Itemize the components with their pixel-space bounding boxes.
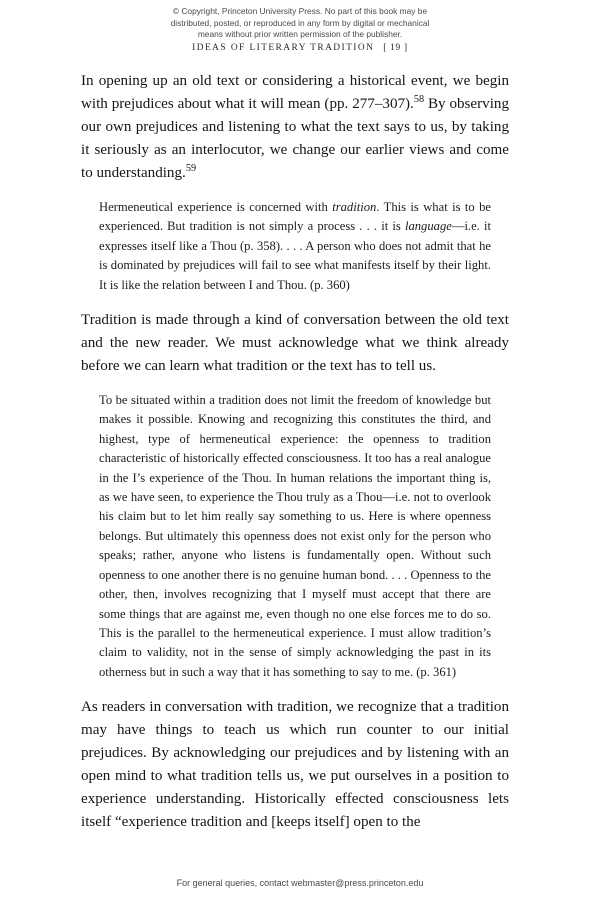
paragraph-1-part-1: In opening up an old text or considering a historical event, we begin with prejudices about what it will mean (pp. 277–307).: [81, 73, 509, 112]
quote-1-part-3: —i.e. it expresses itself like a Thou (p. 358). . . . A person who does not admit that he is dominated by prejudices will fail to see what manifests itself by their light. It is like the relation between I and Thou. (p. 360): [99, 219, 491, 292]
footnote-marker-58: 58: [413, 93, 425, 105]
copyright-line-3: means without prior written permission of the publisher.: [197, 29, 403, 40]
paragraph-3: As readers in conversation with tradition, we recognize that a tradition may have things to teach us which run counter to our initial prejudices. By acknowledging our prejudices and by listening with an open mind to what tradition tells us, we put ourselves in a position to experience understanding. Historically effected consciousness lets itself “experience tradition and [keeps itself] open to the: [81, 699, 509, 831]
running-head: [0, 43, 600, 53]
text-column: [81, 70, 509, 834]
paragraph-2: Tradition is made through a kind of conversation between the old text and the new reader. We must acknowledge what we think already before we can learn what tradition or the text has to tell us.: [81, 312, 509, 375]
page-folio: [ 19 ]: [383, 43, 408, 53]
quote-1-italic-tradition: tradition: [332, 200, 377, 214]
block-quote-1: [99, 198, 491, 295]
copyright-line-1: © Copyright, Princeton University Press. No part of this book may be: [172, 6, 428, 16]
quote-1-part-2: . This is what is to be experienced. But tradition is not simply a process . . . it is: [99, 200, 491, 234]
block-quote-2-text: To be situated within a tradition does not limit the freedom of knowledge but makes it possible. Knowing and recognizing this constitutes the third, and highest, type of hermeneutical experience: the openness to tradition characteristic of historically effected consciousness. It too has a real analogue in the I’s experience of the Thou. In human relations the important thing is, as we have seen, to experience the Thou truly as a Thou—i.e. not to overlook his claim but to let him really say something to us. Here is where openness belongs. But ultimately this openness does not exist only for the person who speaks; rather, anyone who listens is fundamentally open. Without such openness to one another there is no genuine human bond. . . . Openness to the other, then, involves recognizing that I myself must accept that there are some things that are against me, even though no one else forces me to do so. This is the parallel to the hermeneutical experience. I must allow tradition’s claim to validity, not in the sense of simply acknowledging the past in its otherness but in such a way that it has something to say to me. (p. 361): [99, 393, 491, 679]
paragraph-1-part-2: By observing our own prejudices and listening to what the text says to us, by taking it seriously as an interlocutor, we change our earlier views and come to understanding.: [81, 96, 509, 181]
copyright-watermark: [0, 6, 600, 41]
footer-queries: For general queries, contact webmaster@press.princeton.edu: [176, 878, 424, 888]
quote-1-part-1: Hermeneutical experience is concerned with: [99, 200, 333, 214]
running-head-title: IDEAS OF LITERARY TRADITION: [192, 43, 375, 53]
copyright-line-2: distributed, posted, or reproduced in any form by digital or mechanical: [170, 17, 430, 28]
quote-1-italic-language: language: [404, 219, 452, 234]
paragraph-1: [81, 70, 509, 185]
block-quote-2: [99, 391, 491, 682]
footnote-marker-59: 59: [185, 162, 197, 174]
block-quote-1-text: [99, 198, 491, 295]
